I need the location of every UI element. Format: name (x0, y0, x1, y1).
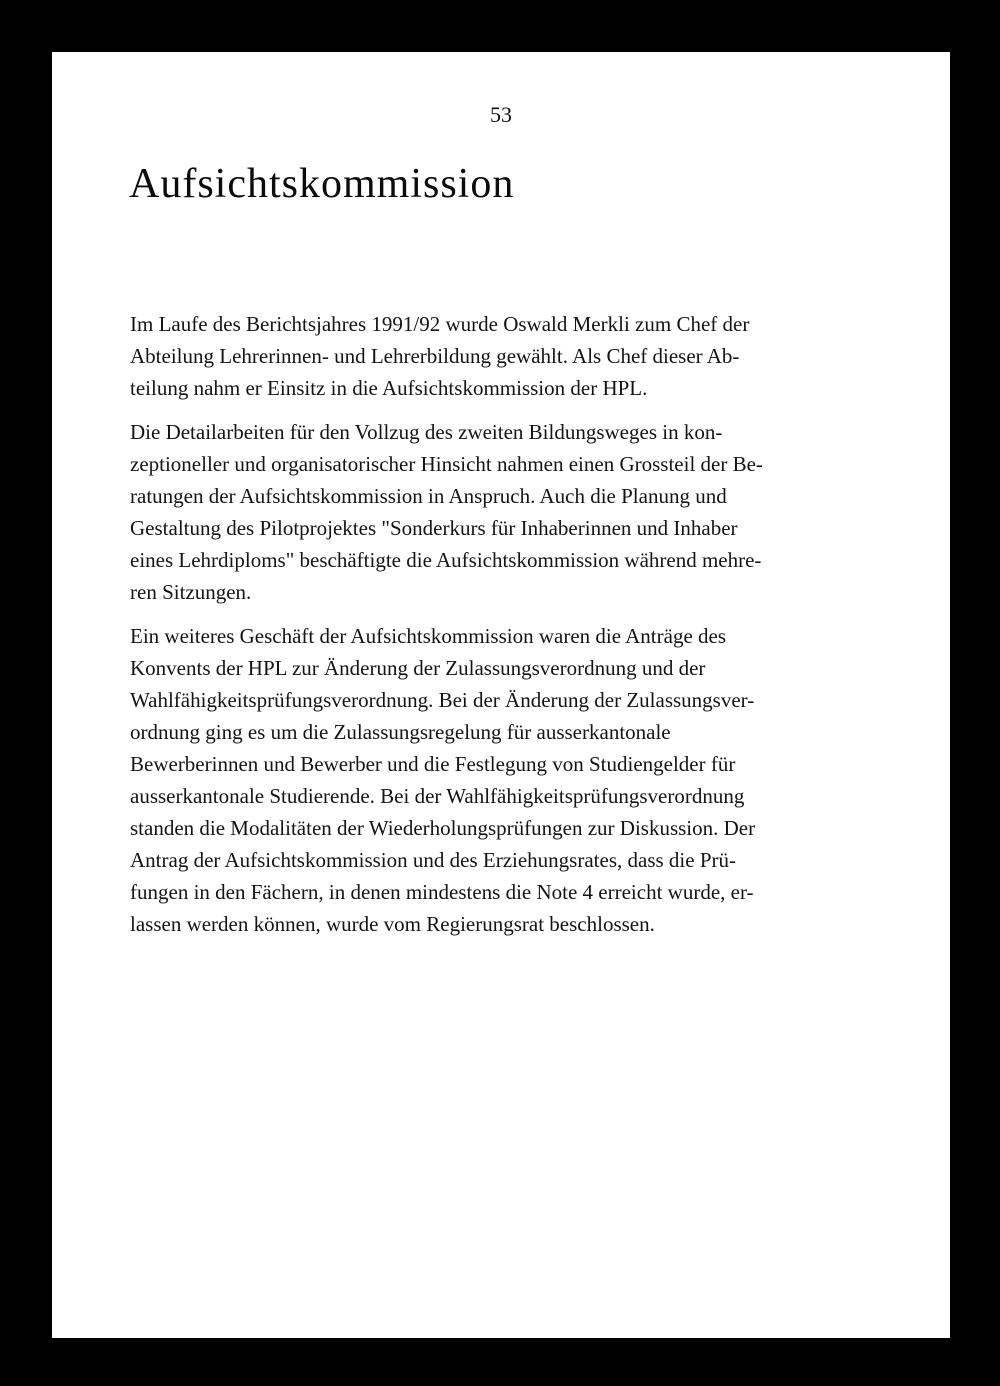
page-number: 53 (490, 102, 512, 127)
page-title: Aufsichtskommission (129, 161, 515, 207)
paragraph-3: Ein weiteres Geschäft der Aufsichtskommission waren die Anträge des Konvents der HPL zur Änderung der Zulassungsverordnung und der Wahlfähigkeitsprüfungsverordnung. Bei der Änderung der Zulassungsver- ordnung ging es um die Zulassungsregelung für ausserkantonale Bewerberinnen und Bewerber und die Festlegung von Studiengelder für ausserkantonale Studierende. Bei der Wahlfähigkeitsprüfungsverordnung standen die Modalitäten der Wiederholungsprüfungen zur Diskussion. Der Antrag der Aufsichtskommission und des Erziehungsrates, dass die Prü- fungen in den Fächern, in denen mindestens die Note 4 erreicht wurde, er- lassen werden können, wurde vom Regierungsrat beschlossen. (130, 624, 756, 936)
document-page (52, 52, 950, 1338)
paragraph-1: Im Laufe des Berichtsjahres 1991/92 wurde Oswald Merkli zum Chef der Abteilung Lehrerinnen- und Lehrerbildung gewählt. Als Chef dieser Ab- teilung nahm er Einsitz in die Aufsichtskommission der HPL. (130, 312, 750, 400)
body-text (130, 308, 867, 952)
paragraph-2: Die Detailarbeiten für den Vollzug des zweiten Bildungsweges in kon- zeptioneller und organisatorischer Hinsicht nahmen einen Grossteil der Be- ratungen der Aufsichtskommission in Anspruch. Auch die Planung und Gestaltung des Pilotprojektes "Sonderkurs für Inhaberinnen und Inhaber eines Lehrdiploms" beschäftigte die Aufsichtskommission während mehre- ren Sitzungen. (130, 420, 763, 604)
